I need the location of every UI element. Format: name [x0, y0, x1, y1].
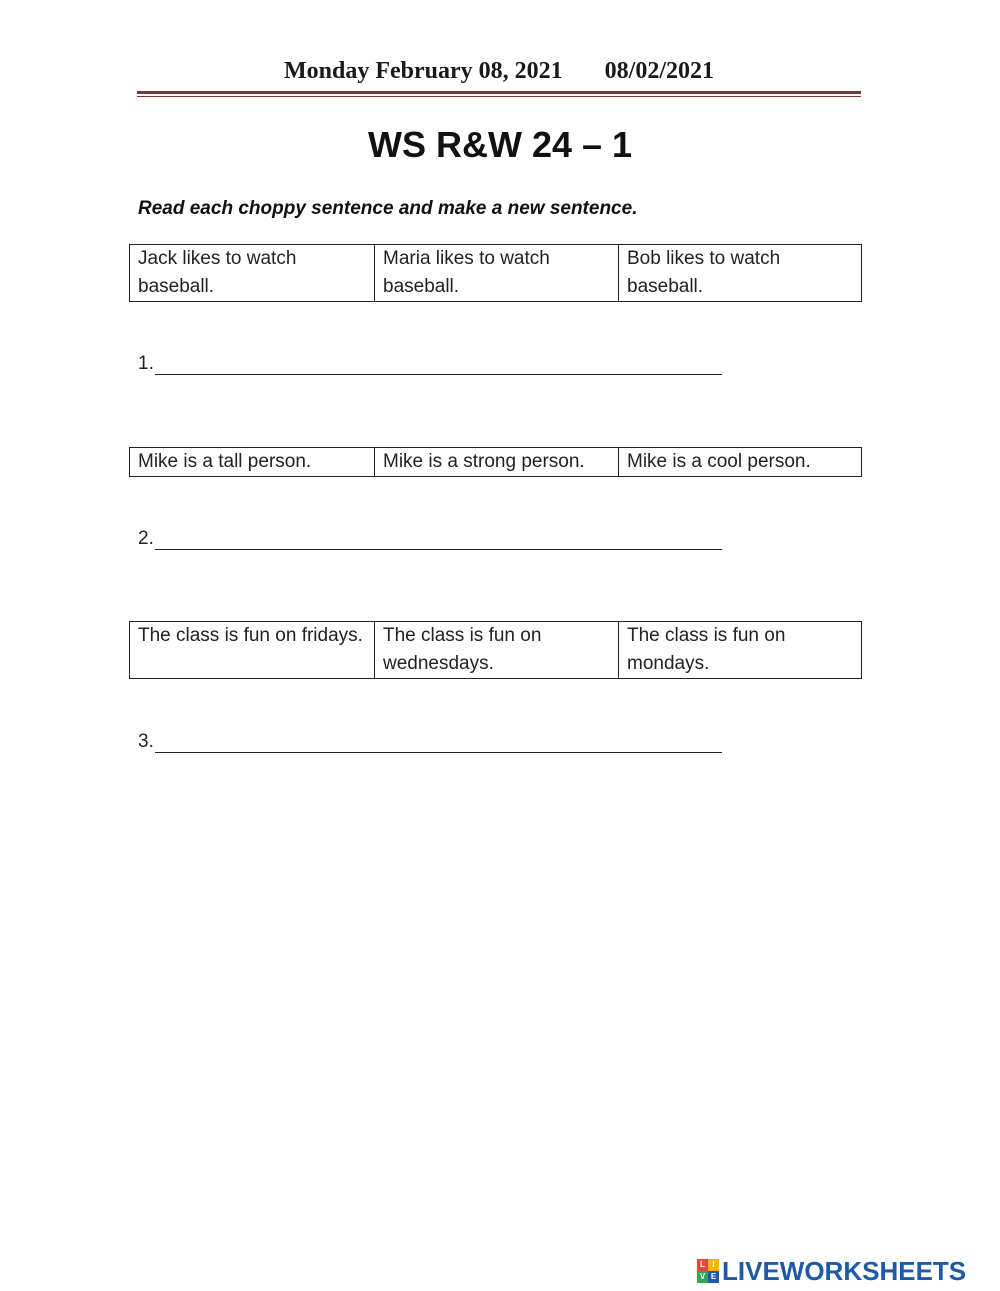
sentence-cell: Bob likes to watch baseball.: [619, 245, 862, 302]
sentence-table-2: [129, 447, 862, 477]
answer-blank[interactable]: [155, 531, 722, 550]
logo-letter: E: [708, 1271, 719, 1283]
answer-blank[interactable]: [155, 356, 722, 375]
sentence-table-3: [129, 621, 862, 679]
table-row: [130, 622, 862, 679]
sentence-cell: The class is fun on fridays.: [130, 622, 375, 679]
logo-letter: I: [708, 1259, 719, 1271]
sentence-cell: Maria likes to watch baseball.: [375, 245, 619, 302]
answer-line-1[interactable]: [138, 353, 722, 375]
header-rule-thin: [137, 96, 861, 97]
answer-blank[interactable]: [155, 734, 722, 753]
answer-line-2[interactable]: [138, 528, 722, 550]
instruction-text: Read each choppy sentence and make a new sentence.: [138, 198, 638, 219]
answer-label: 3.: [138, 731, 154, 752]
table-row: [130, 448, 862, 477]
liveworksheets-watermark: [697, 1256, 966, 1286]
sentence-cell: The class is fun on wednesdays.: [375, 622, 619, 679]
answer-label: 2.: [138, 528, 154, 549]
liveworksheets-logo-icon: [697, 1259, 719, 1283]
answer-line-3[interactable]: [138, 731, 722, 753]
header-rule: [137, 91, 861, 94]
sentence-cell: Jack likes to watch baseball.: [130, 245, 375, 302]
table-row: [130, 245, 862, 302]
answer-label: 1.: [138, 353, 154, 374]
header-date: Monday February 08, 2021 08/02/2021: [284, 58, 714, 84]
sentence-cell: Mike is a strong person.: [375, 448, 619, 477]
sentence-cell: Mike is a tall person.: [130, 448, 375, 477]
watermark-text: LIVEWORKSHEETS: [722, 1255, 967, 1286]
sentence-table-1: [129, 244, 862, 302]
logo-letter: L: [697, 1259, 708, 1271]
worksheet-title: WS R&W 24 – 1: [367, 124, 633, 165]
sentence-cell: Mike is a cool person.: [619, 448, 862, 477]
sentence-cell: The class is fun on mondays.: [619, 622, 862, 679]
logo-letter: V: [697, 1271, 708, 1283]
